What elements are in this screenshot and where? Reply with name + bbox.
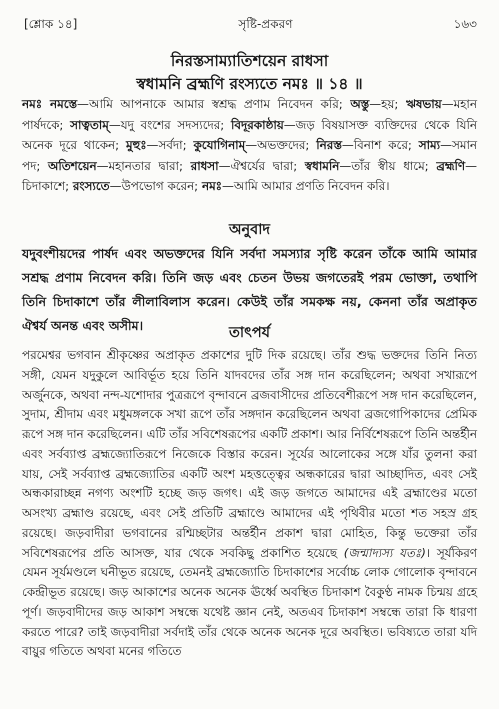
purport-text-part-2: । সূর্যকিরণ যেমন সূর্যমণ্ডলে ঘনীভূত রয়েছে, তেমনই ব্রহ্মজ্যোতি চিদাকাশের সর্বোচ্চ লোক গোলোক বৃন্দাবনে কেন্দ্রীভূত রয়েছে। জড় আকাশের অনেক অনেক ঊর্ধ্বে অবস্থিত চিদাকাশ বৈকুণ্ঠ নামক চিন্ময় গ্রহে পূর্ণ। জড়বাদীদের জড় আকাশ সম্বন্ধে যথেষ্ট জ্ঞান নেই, অতএব চিদাকাশ সম্বন্ধে তারা কি ধারণা করতে পারে? তাই জড়বাদীরা সর্বদাই তাঁর থেকে অনেক অনেক দূরে অবস্থিত। ভবিষ্যতে তারা যদি বায়ুর গতিতে অথবা মনের গতিতে (22, 545, 477, 659)
synonym-term: মুহুঃ (126, 138, 147, 152)
synonym-term: নমঃ নমস্তে (22, 97, 78, 111)
synonym-term: সাত্বতাম্ (70, 117, 109, 132)
synonym-meaning: মহানতার দ্বারা; (108, 158, 191, 173)
verse-line-2: স্বধামনি ব্রহ্মণি রংস্যতে নমঃ ॥ ১৪ ॥ (136, 75, 363, 93)
synonym-term: রাধসা (190, 158, 219, 173)
purport-text (22, 346, 477, 662)
chapter-title: সৃষ্টি-প্রকরণ (238, 17, 293, 31)
word-for-word-synonyms: নমঃ নমস্তে—আমি আপনাকে আমার স্বশ্রদ্ধ প্রণাম নিবেদন করি; অস্তু—হয়; ঋষভায়—মহান পার্ষদকে; সাত্বতাম্—যদু বংশের সদস্যদের; বিদূরকাষ্ঠায়—জড় বিষয়াসক্ত ব্যক্তিদের থেকে যিনি অনেক দূরে থাকেন; মুহুঃ—সর্বদা; কুযোগিনাম্—অভক্তদের; নিরস্ত—বিনাশ করে; সাম্য—সমান পদ; অতিশয়েন—মহানতার দ্বারা; রাধসা—ঐশ্বর্যের দ্বারা; স্বধামনি—তাঁর স্বীয় ধামে; ব্রহ্মণি—চিদাকাশে; রংস্যতে—উপভোগ করেন; নমঃ—আমি আমার প্রণতি নিবেদন করি। (22, 97, 477, 193)
synonym-meaning: আমি আমার প্রণতি নিবেদন করি। (233, 179, 390, 193)
synonym-meaning: মহান পার্ষদকে; (22, 97, 477, 132)
synonym-meaning: জড় বিষয়াসক্ত ব্যক্তিদের থেকে যিনি অনেক দূরে থাকেন; (22, 117, 477, 152)
synonym-meaning: সমান পদ; (22, 138, 477, 173)
synonym-meaning: চিদাকাশে; (22, 179, 73, 193)
translation-text: যদুবংশীয়দের পার্ষদ এবং অভক্তদের যিনি সর্বদা সমস্যার সৃষ্টি করেন তাঁকে আমি আমার সশ্রদ্ধ প্রণাম নিবেদন করি। তিনি জড় এবং চেতন উভয় জগতেরই পরম ভোক্তা, তথাপি তিনি চিদাকাশে তাঁর লীলাবিলাস করেন। কেউই তাঁর সমকক্ষ নয়, কেননা তাঁর অপ্রাকৃত ঐশ্বর্য অনন্ত এবং অসীম। (22, 246, 477, 333)
synonym-meaning: সর্বদা; (158, 138, 194, 152)
verse-line-1: নিরস্তসাম্যাতিশয়েন রাধসা (170, 52, 329, 70)
running-header (24, 16, 477, 36)
verse-reference: [শ্লোক ১৪] (24, 17, 78, 31)
purport-heading: তাৎপর্য (228, 325, 271, 341)
synonym-term: অস্তু (350, 97, 370, 111)
synonym-term: ঋষভায় (405, 97, 442, 111)
synonym-meaning: তাঁর স্বীয় ধামে; (351, 158, 437, 173)
synonym-term: সাম্য (418, 138, 441, 152)
synonym-term: কুযোগিনাম্ (193, 138, 246, 152)
synonym-meaning: উপভোগ করেন; (121, 179, 202, 193)
synonym-meaning: যদু বংশের সদস্যদের; (120, 117, 231, 132)
synonym-meaning: অভক্তদের; (257, 138, 317, 152)
synonym-meaning: হয়; (381, 97, 406, 111)
synonym-meaning: আমি আপনাকে আমার স্বশ্রদ্ধ প্রণাম নিবেদন করি; (88, 97, 351, 111)
synonym-meaning: ঐশ্বর্যের দ্বারা; (230, 158, 305, 173)
page-number: ১৬৩ (453, 17, 477, 31)
translation-heading: অনুবাদ (228, 222, 271, 238)
synonym-term: রংস্যতে (72, 179, 110, 193)
synonym-meaning: বিনাশ করে; (353, 138, 419, 152)
synonym-term: বিদূরকাষ্ঠায় (231, 117, 284, 132)
synonym-term: অতিশয়েন (48, 158, 97, 173)
sanskrit-verse (0, 50, 499, 96)
synonym-term: স্বধামনি (304, 158, 340, 173)
synonym-term: ব্রহ্মণি (436, 158, 466, 173)
synonym-term: নমঃ (201, 179, 223, 193)
synonym-term: নিরস্ত (316, 138, 342, 152)
purport-text-part-1: পরমেশ্বর ভগবান শ্রীকৃষ্ণের অপ্রাকৃত প্রকাশের দুটি দিক রয়েছে। তাঁর শুদ্ধ ভক্তদের তিনি নিত্য সঙ্গী, যেমন যদুকুলে আবির্ভূত হয়ে তিনি যাদবদের তাঁর সঙ্গ দান করেছিলেন; অথবা সখারূপে অর্জুনকে, অথবা নন্দ-যশোদার পুত্ররূপে বৃন্দাবনে ব্রজবাসীদের প্রতিবেশীরূপে সঙ্গ দান করেছিলেন, সুদাম, শ্রীদাম এবং মধুমঙ্গলকে সখা রূপে তাঁর সঙ্গদান করেছিলেন অথবা ব্রজগোপিকাদের প্রেমিক রূপে সঙ্গ দান করেছিলেন। এটি তাঁর সবিশেষরূপের একটি প্রকাশ। আর নির্বিশেষরূপে তিনি অন্তর্হীন এবং সর্বব্যাপ্ত ব্রহ্মজ্যোতিরূপে নিজেকে বিস্তার করেন। সূর্যের আলোকের সঙ্গে যাঁর তুলনা করা যায়, সেই সর্বব্যাপ্ত ব্রহ্মজ্যোতির একটি অংশ মহত্তত্ত্বের অন্ধকারের দ্বারা আচ্ছাদিত, এবং সেই অন্ধকারাচ্ছন্ন নগণ্য অংশটি হচ্ছে জড় জগৎ। এই জড় জগতে আমাদের এই ব্রহ্মাণ্ডের মতো অসংখ্য ব্রহ্মাণ্ড রয়েছে, এবং সেই প্রতিটি ব্রহ্মাণ্ডে আমাদের এই পৃথিবীর মতো শত সহস্র গ্রহ রয়েছে। জড়বাদীরা ভগবানের রশ্মিচ্ছটার অন্তর্হীন প্রকাশ দ্বারা মোহিত, কিন্তু ভক্তেরা তাঁর সবিশেষরূপের প্রতি আসক্ত, যার থেকে সবকিছু প্রকাশিত হয়েছে (22, 348, 477, 560)
purport-italic-quote: (জন্মাদ্যস্য যতঃ) (343, 545, 426, 560)
